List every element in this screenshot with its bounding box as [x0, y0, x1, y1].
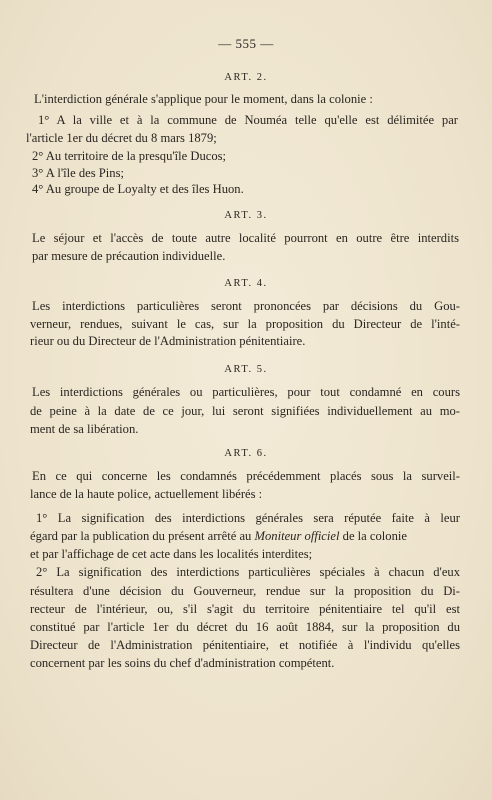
article-2-line-6: 4° Au groupe de Loyalty et des îles Huon.	[32, 182, 244, 196]
article-2-line-1: L'interdiction générale s'applique pour le moment, dans la colonie :	[34, 92, 373, 106]
article-2-line-4: 2° Au territoire de la presqu'île Ducos;	[32, 149, 227, 163]
article-4-line-1: Les interdictions particulières seront prononcées par décisions du Gou-	[32, 299, 460, 313]
article-6-line-10: Directeur de l'Administration pénitentiaire, et notifiée à l'individu qu'elles	[30, 638, 460, 652]
article-6-line-8: recteur de l'intérieur, ou, s'il s'agit du territoire pénitentiaire tel qu'il est	[30, 602, 460, 616]
article-6-line-7: résultera d'une décision du Gouverneur, rendue sur la proposition du Di-	[30, 584, 460, 598]
article-6-line-4-start: égard par la publication du présent arrêté au	[30, 529, 255, 543]
article-2-line-2: 1° A la ville et à la commune de Nouméa telle qu'elle est délimitée par	[38, 113, 458, 127]
page-number: — 555 —	[218, 36, 274, 51]
article-6-line-1: En ce qui concerne les condamnés précédemment placés sous la surveil-	[32, 469, 460, 483]
article-4-line-3: rieur ou du Directeur de l'Administration pénitentiaire.	[30, 334, 306, 348]
article-6-line-6: 2° La signification des interdictions particulières spéciales à chacun d'eux	[36, 565, 460, 579]
article-5-line-3: ment de sa libération.	[30, 422, 139, 436]
article-5-line-1: Les interdictions générales ou particulières, pour tout condamné en cours	[32, 385, 460, 399]
article-2-heading: ART. 2.	[224, 72, 268, 83]
moniteur-officiel-title: Moniteur officiel	[254, 529, 340, 543]
article-6-line-3: 1° La signification des interdictions générales sera réputée faite à leur	[36, 511, 460, 525]
article-3-line-1: Le séjour et l'accès de toute autre localité pourront en outre être interdits	[32, 231, 459, 245]
article-2-line-3: l'article 1er du décret du 8 mars 1879;	[26, 131, 217, 145]
article-3-heading: ART. 3.	[224, 210, 268, 221]
article-4-line-2: verneur, rendues, suivant le cas, sur la proposition du Directeur de l'inté-	[30, 317, 460, 331]
article-6-line-5: et par l'affichage de cet acte dans les localités interdites;	[30, 547, 313, 561]
article-4-heading: ART. 4.	[224, 278, 268, 289]
article-6-line-2: lance de la haute police, actuellement libérés :	[30, 487, 263, 501]
article-6-line-11: concernent par les soins du chef d'administration compétent.	[30, 656, 335, 670]
article-6-line-4	[30, 530, 460, 543]
article-2-line-5: 3° A l'île des Pins;	[32, 166, 124, 180]
article-6-heading: ART. 6.	[224, 448, 268, 459]
article-5-heading: ART. 5.	[224, 364, 268, 375]
article-6-line-9: constitué par l'article 1er du décret du 16 août 1884, sur la proposition du	[30, 620, 460, 634]
article-3-line-2: par mesure de précaution individuelle.	[32, 249, 226, 263]
article-5-line-2: de peine à la date de ce jour, lui seront signifiées individuellement au mo-	[30, 404, 460, 418]
article-6-line-4-end: de la colonie	[339, 529, 407, 543]
